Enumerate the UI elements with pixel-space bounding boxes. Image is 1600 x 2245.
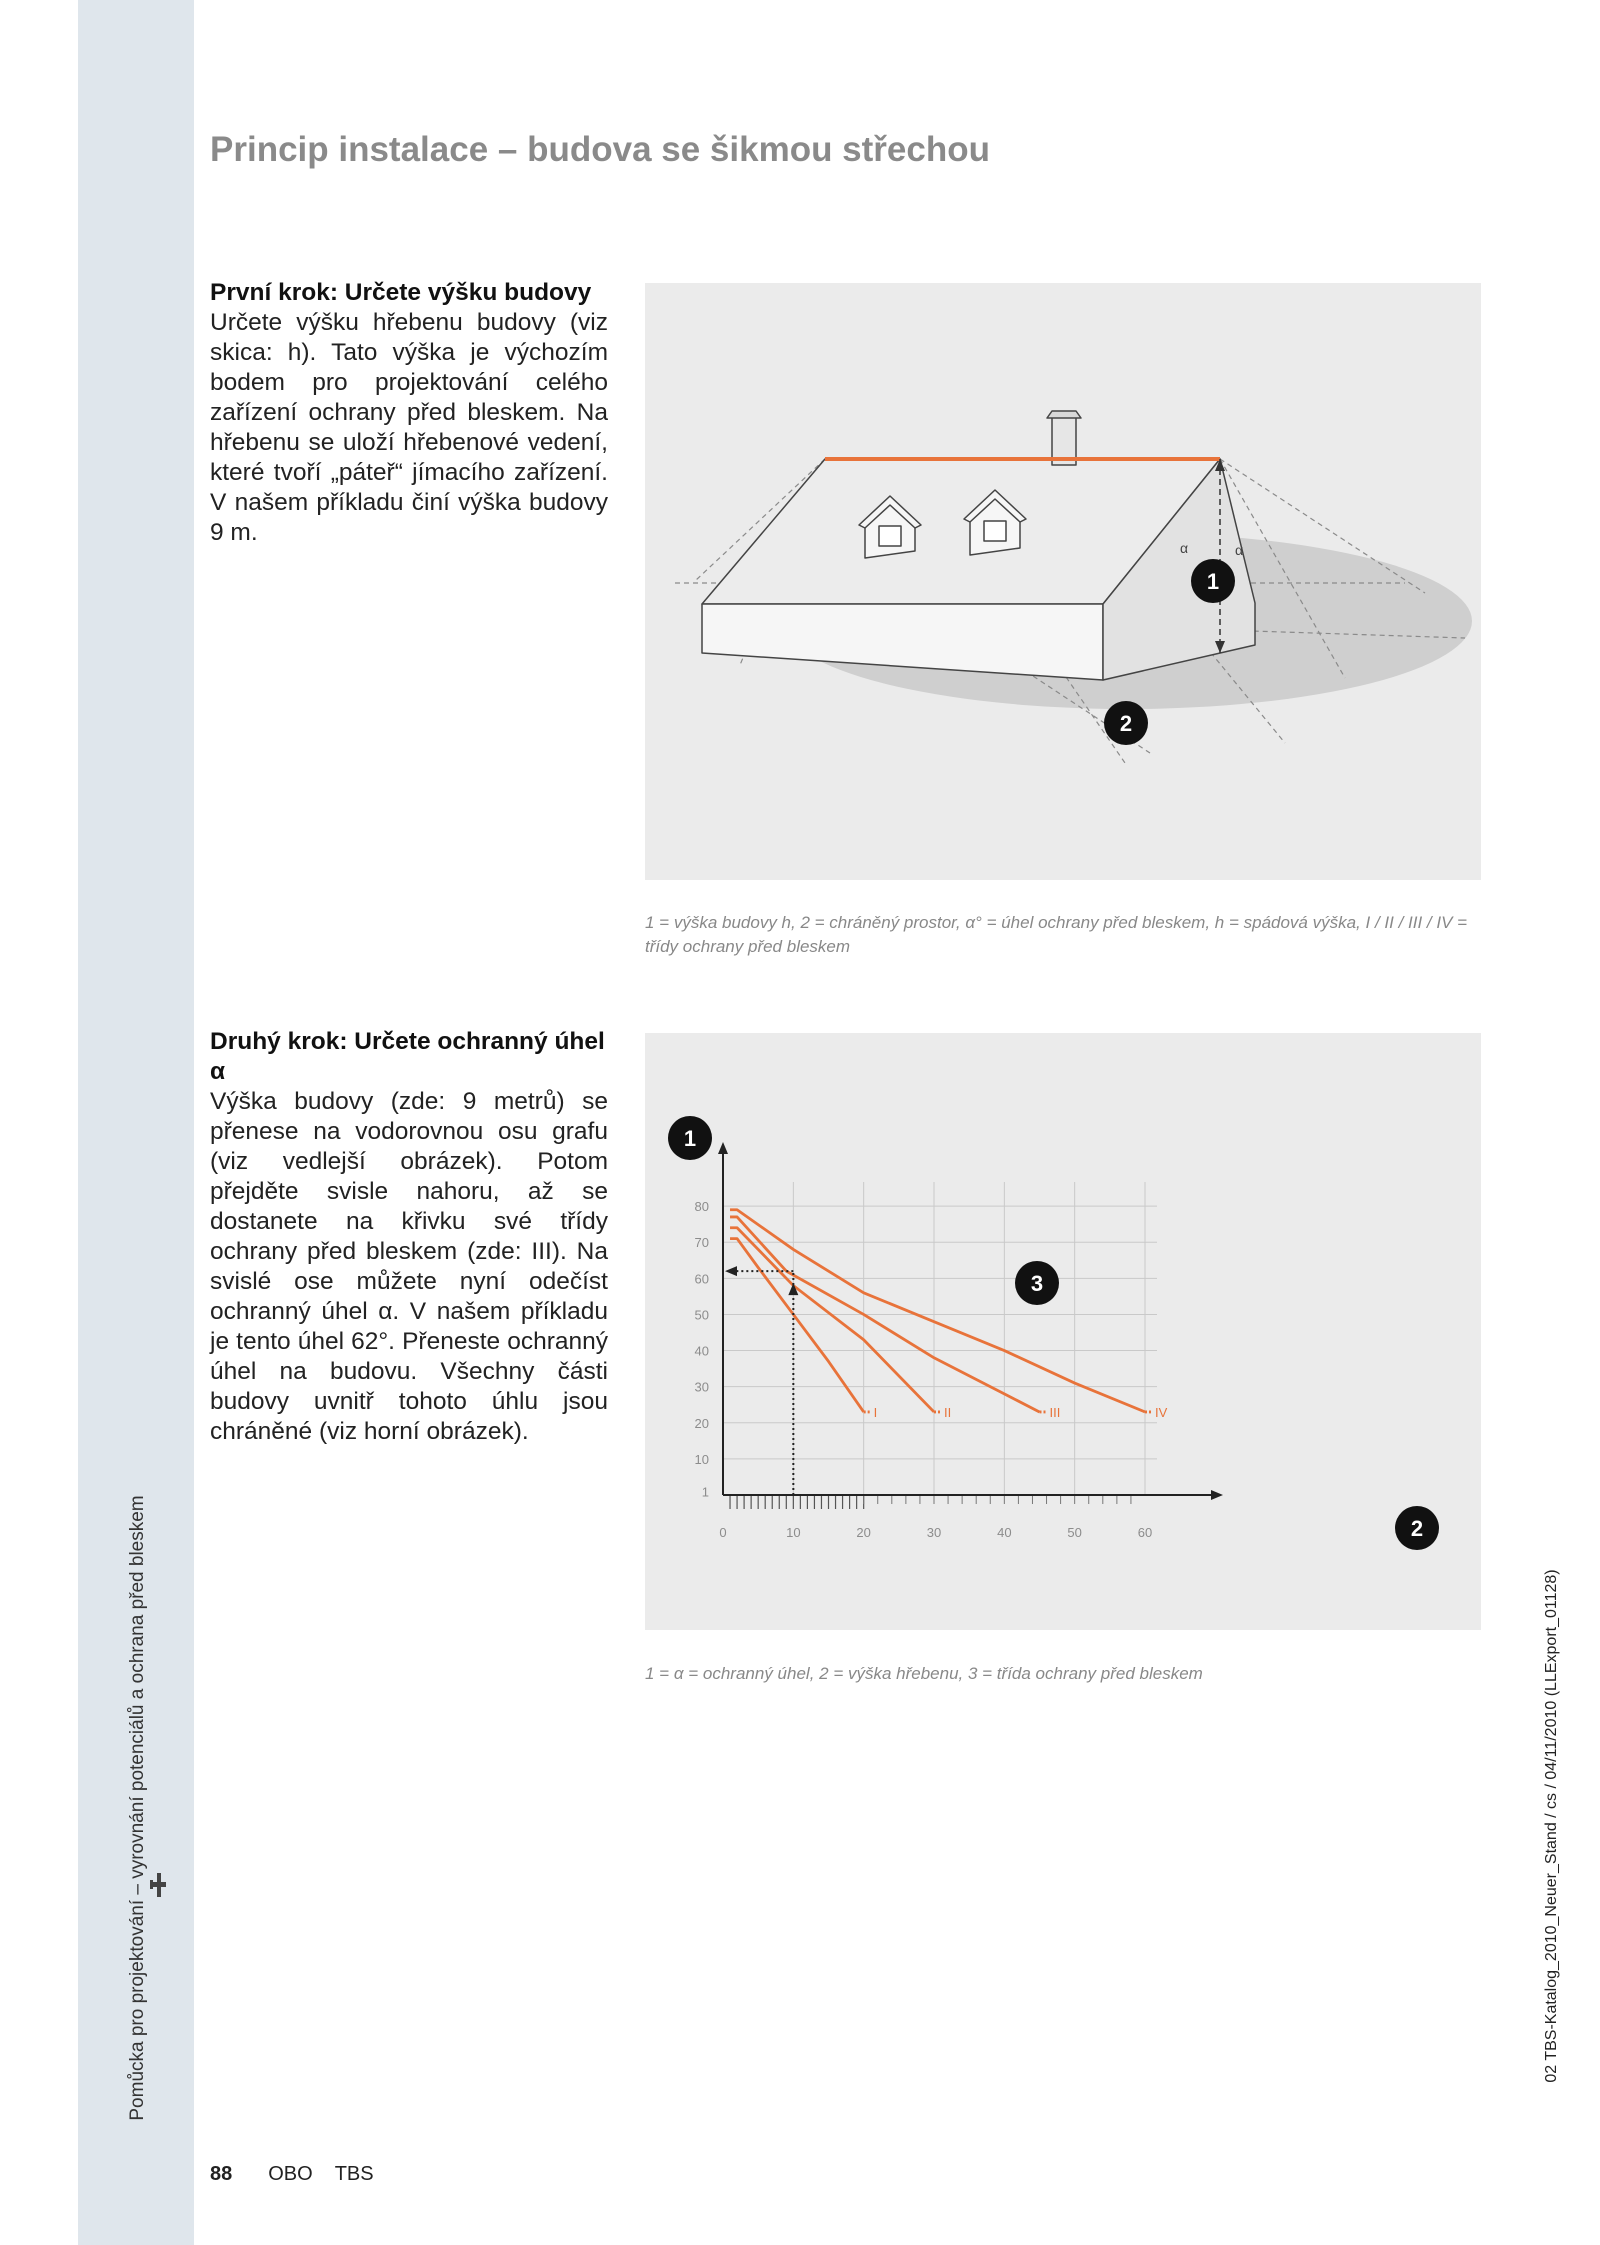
curve-label-ii: II bbox=[944, 1404, 952, 1420]
chart-marker-3 bbox=[1015, 1261, 1059, 1305]
svg-text:1: 1 bbox=[1206, 569, 1220, 594]
building-illustration bbox=[645, 283, 1481, 880]
reading-arrow-y bbox=[725, 1266, 737, 1276]
y-tick-label: 1 bbox=[701, 1484, 709, 1500]
x-tick-label: 0 bbox=[719, 1525, 727, 1540]
curve-ii bbox=[730, 1228, 934, 1412]
curve-label-i: I bbox=[873, 1404, 878, 1420]
curve-label-iv: IV bbox=[1155, 1404, 1168, 1420]
marker-2 bbox=[1104, 701, 1148, 745]
step2-heading: Druhý krok: Určete ochranný úhel α bbox=[210, 1028, 605, 1085]
chart-svg bbox=[645, 1033, 1481, 1630]
chart-marker-2 bbox=[1395, 1506, 1439, 1550]
x-tick-label: 20 bbox=[856, 1525, 871, 1540]
page-number: 88 bbox=[210, 2163, 233, 2185]
y-tick-label: 50 bbox=[694, 1307, 709, 1323]
step1-heading: První krok: Určete výšku budovy bbox=[210, 279, 592, 306]
lightning-rod-icon bbox=[148, 1872, 170, 1898]
x-tick-label: 10 bbox=[786, 1525, 801, 1540]
x-tick-label: 40 bbox=[997, 1525, 1012, 1540]
svg-text:1: 1 bbox=[683, 1126, 697, 1151]
protection-angle-chart bbox=[645, 1033, 1481, 1630]
step1-section bbox=[210, 278, 608, 548]
step2-body: Výška budovy (zde: 9 metrů) se přenese na vodorovnou osu grafu (viz vedlejší obrázek). Potom přejděte svisle nahoru, až se dostanete na křivku své třídy ochrany před bleskem (zde: III). Na svislé ose můžete nyní odečíst ochranný úhel α. V našem příkladu je tento úhel 62°. Přeneste ochranný úhel na budovu. Všechny části budovy uvnitř tohoto úhlu jsou chráněné (viz horní obrázek). bbox=[210, 1088, 608, 1445]
x-axis-arrow bbox=[1211, 1490, 1223, 1500]
product-name: TBS bbox=[334, 2163, 374, 2185]
y-tick-label: 20 bbox=[694, 1415, 709, 1431]
y-tick-label: 70 bbox=[694, 1235, 709, 1251]
page-title: Princip instalace – budova se šikmou střechou bbox=[210, 130, 990, 169]
y-tick-label: 10 bbox=[694, 1451, 709, 1467]
alpha-label-1: α bbox=[1180, 540, 1189, 556]
x-tick-label: 50 bbox=[1067, 1525, 1082, 1540]
house-drawing bbox=[645, 283, 1481, 880]
curve-label-iii: III bbox=[1049, 1404, 1061, 1420]
chart-marker-1 bbox=[668, 1116, 712, 1160]
figure2-caption: 1 = α = ochranný úhel, 2 = výška hřebenu, 3 = třída ochrany před bleskem bbox=[645, 1664, 1203, 1683]
marker-1 bbox=[1191, 559, 1235, 603]
y-tick-label: 80 bbox=[694, 1199, 709, 1215]
step1-body: Určete výšku hřebenu budovy (viz skica: h). Tato výška je výchozím bodem pro projektování celého zařízení ochrany před bleskem. Na hřebenu se uloží hřebenové vedení, které tvoří „páteř“ jímacího zařízení. V našem příkladu činí výška budovy 9 m. bbox=[210, 309, 608, 546]
footer bbox=[210, 2163, 396, 2186]
svg-text:2: 2 bbox=[1119, 711, 1133, 736]
x-tick-label: 30 bbox=[926, 1525, 942, 1540]
y-tick-label: 60 bbox=[694, 1271, 709, 1287]
step2-section bbox=[210, 1027, 608, 1447]
brand-name: OBO bbox=[268, 2163, 313, 2185]
document-reference: 02 TBS-Katalog_2010_Neuer_Stand / cs / 04/11/2010 (LLExport_01128) bbox=[1543, 1569, 1560, 2083]
sidebar-text: Pomůcka pro projektování – vyrovnání potenciálů a ochrana před bleskem bbox=[127, 1495, 148, 2121]
figure1-caption: 1 = výška budovy h, 2 = chráněný prostor, α° = úhel ochrany před bleskem, h = spádová výška, I / II / III / IV = třídy ochrany před bleskem bbox=[645, 913, 1468, 956]
y-tick-label: 30 bbox=[694, 1379, 709, 1395]
x-tick-label: 60 bbox=[1137, 1525, 1153, 1540]
alpha-label-2: α bbox=[1235, 542, 1244, 558]
svg-text:2: 2 bbox=[1410, 1516, 1424, 1541]
y-tick-label: 40 bbox=[694, 1343, 709, 1359]
y-axis-arrow bbox=[718, 1142, 728, 1154]
svg-text:3: 3 bbox=[1030, 1271, 1044, 1296]
